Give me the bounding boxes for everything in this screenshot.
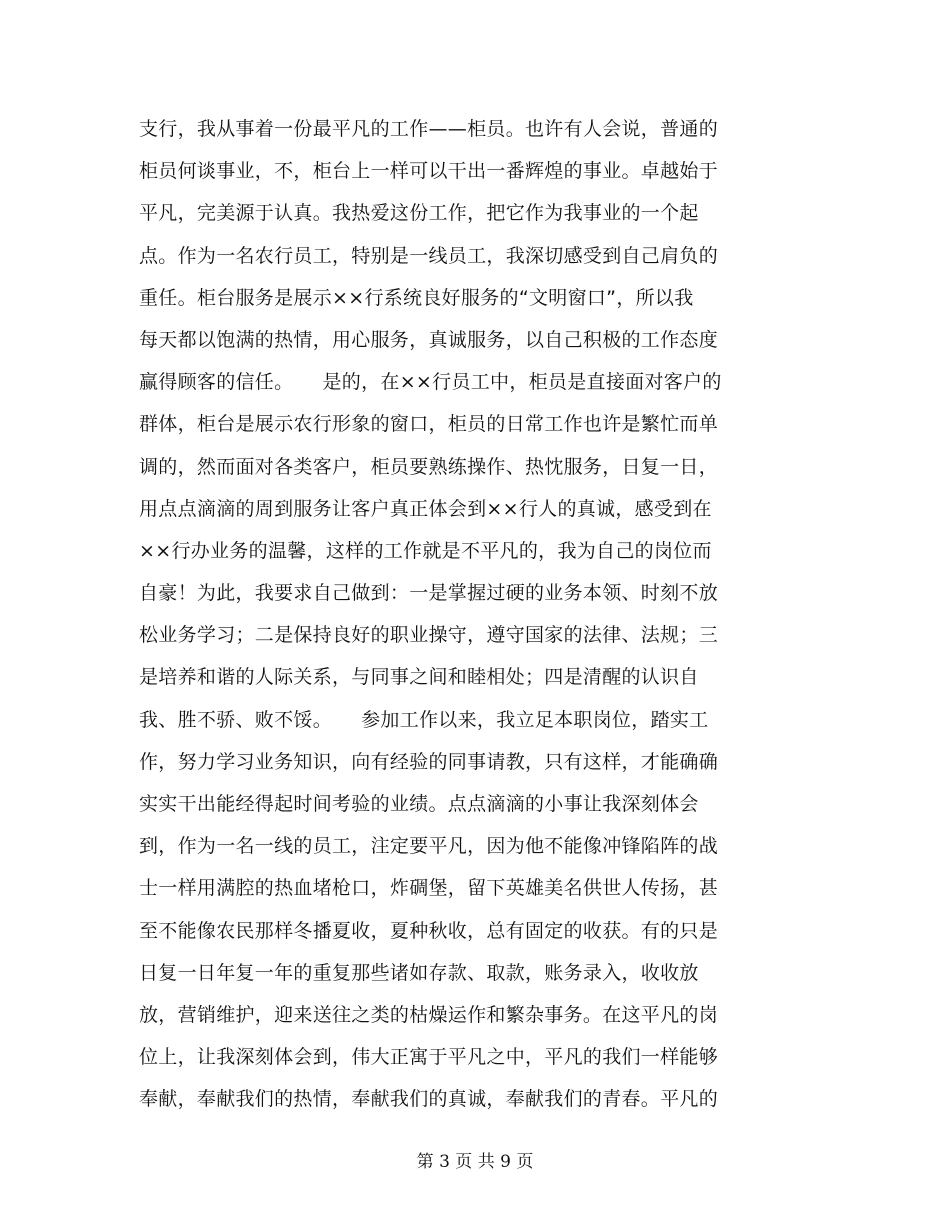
text-line: 日复一日年复一年的重复那些诸如存款、取款，账务录入，收收放	[139, 961, 699, 984]
text-line: 松业务学习；二是保持良好的职业操守，遵守国家的法律、法规；三	[139, 624, 719, 647]
text-line: 作，努力学习业务知识，向有经验的同事请教，只有这样，才能确确	[139, 750, 719, 773]
text-line: 支行，我从事着一份最平凡的工作——柜员。也许有人会说，普通的	[139, 118, 719, 140]
text-line: 奉献，奉献我们的热情，奉献我们的真诚，奉献我们的青春。平凡的	[139, 1088, 719, 1111]
text-line: 是培养和谐的人际关系，与同事之间和睦相处；四是清醒的认识自	[139, 666, 699, 689]
page-number-footer: 第 3 页 共 9 页	[416, 1152, 534, 1172]
text-line: 重任。柜台服务是展示××行系统良好服务的“文明窗口”，所以我	[139, 286, 694, 309]
text-line: 到，作为一名一线的员工，注定要平凡，因为他不能像冲锋陷阵的战	[139, 835, 719, 858]
text-line: 调的，然而面对各类客户，柜员要熟练操作、热忱服务，日复一日，	[139, 455, 719, 478]
text-line: 自豪！为此，我要求自己做到：一是掌握过硬的业务本领、时刻不放	[139, 582, 719, 605]
text-line: 放，营销维护，迎来送往之类的枯燥运作和繁杂事务。在这平凡的岗	[139, 1003, 719, 1026]
text-line: 点。作为一名农行员工，特别是一线员工，我深切感受到自己肩负的	[139, 244, 719, 267]
text-line: ××行办业务的温馨，这样的工作就是不平凡的，我为自己的岗位而	[139, 539, 712, 562]
text-line: 实实干出能经得起时间考验的业绩。点点滴滴的小事让我深刻体会	[139, 793, 699, 815]
text-line: 至不能像农民那样冬播夏收，夏种秋收，总有固定的收获。有的只是	[139, 919, 719, 942]
text-line: 士一样用满腔的热血堵枪口，炸碉堡，留下英雄美名供世人传扬，甚	[139, 877, 719, 900]
text-line: 每天都以饱满的热情，用心服务，真诚服务，以自己积极的工作态度	[139, 328, 719, 351]
text-line: 群体，柜台是展示农行形象的窗口，柜员的日常工作也许是繁忙而单	[139, 413, 719, 436]
text-line: 我、胜不骄、败不馁。 参加工作以来，我立足本职岗位，踏实工	[139, 708, 709, 731]
text-line: 位上，让我深刻体会到，伟大正寓于平凡之中，平凡的我们一样能够	[139, 1046, 719, 1069]
text-line: 用点点滴滴的周到服务让客户真正体会到××行人的真诚，感受到在	[139, 497, 712, 520]
text-line: 赢得顾客的信任。 是的，在××行员工中，柜员是直接面对客户的	[139, 371, 722, 394]
text-line: 柜员何谈事业，不，柜台上一样可以干出一番辉煌的事业。卓越始于	[139, 160, 719, 183]
body-text	[139, 108, 779, 1121]
text-line: 平凡，完美源于认真。我热爱这份工作，把它作为我事业的一个起	[139, 202, 699, 225]
